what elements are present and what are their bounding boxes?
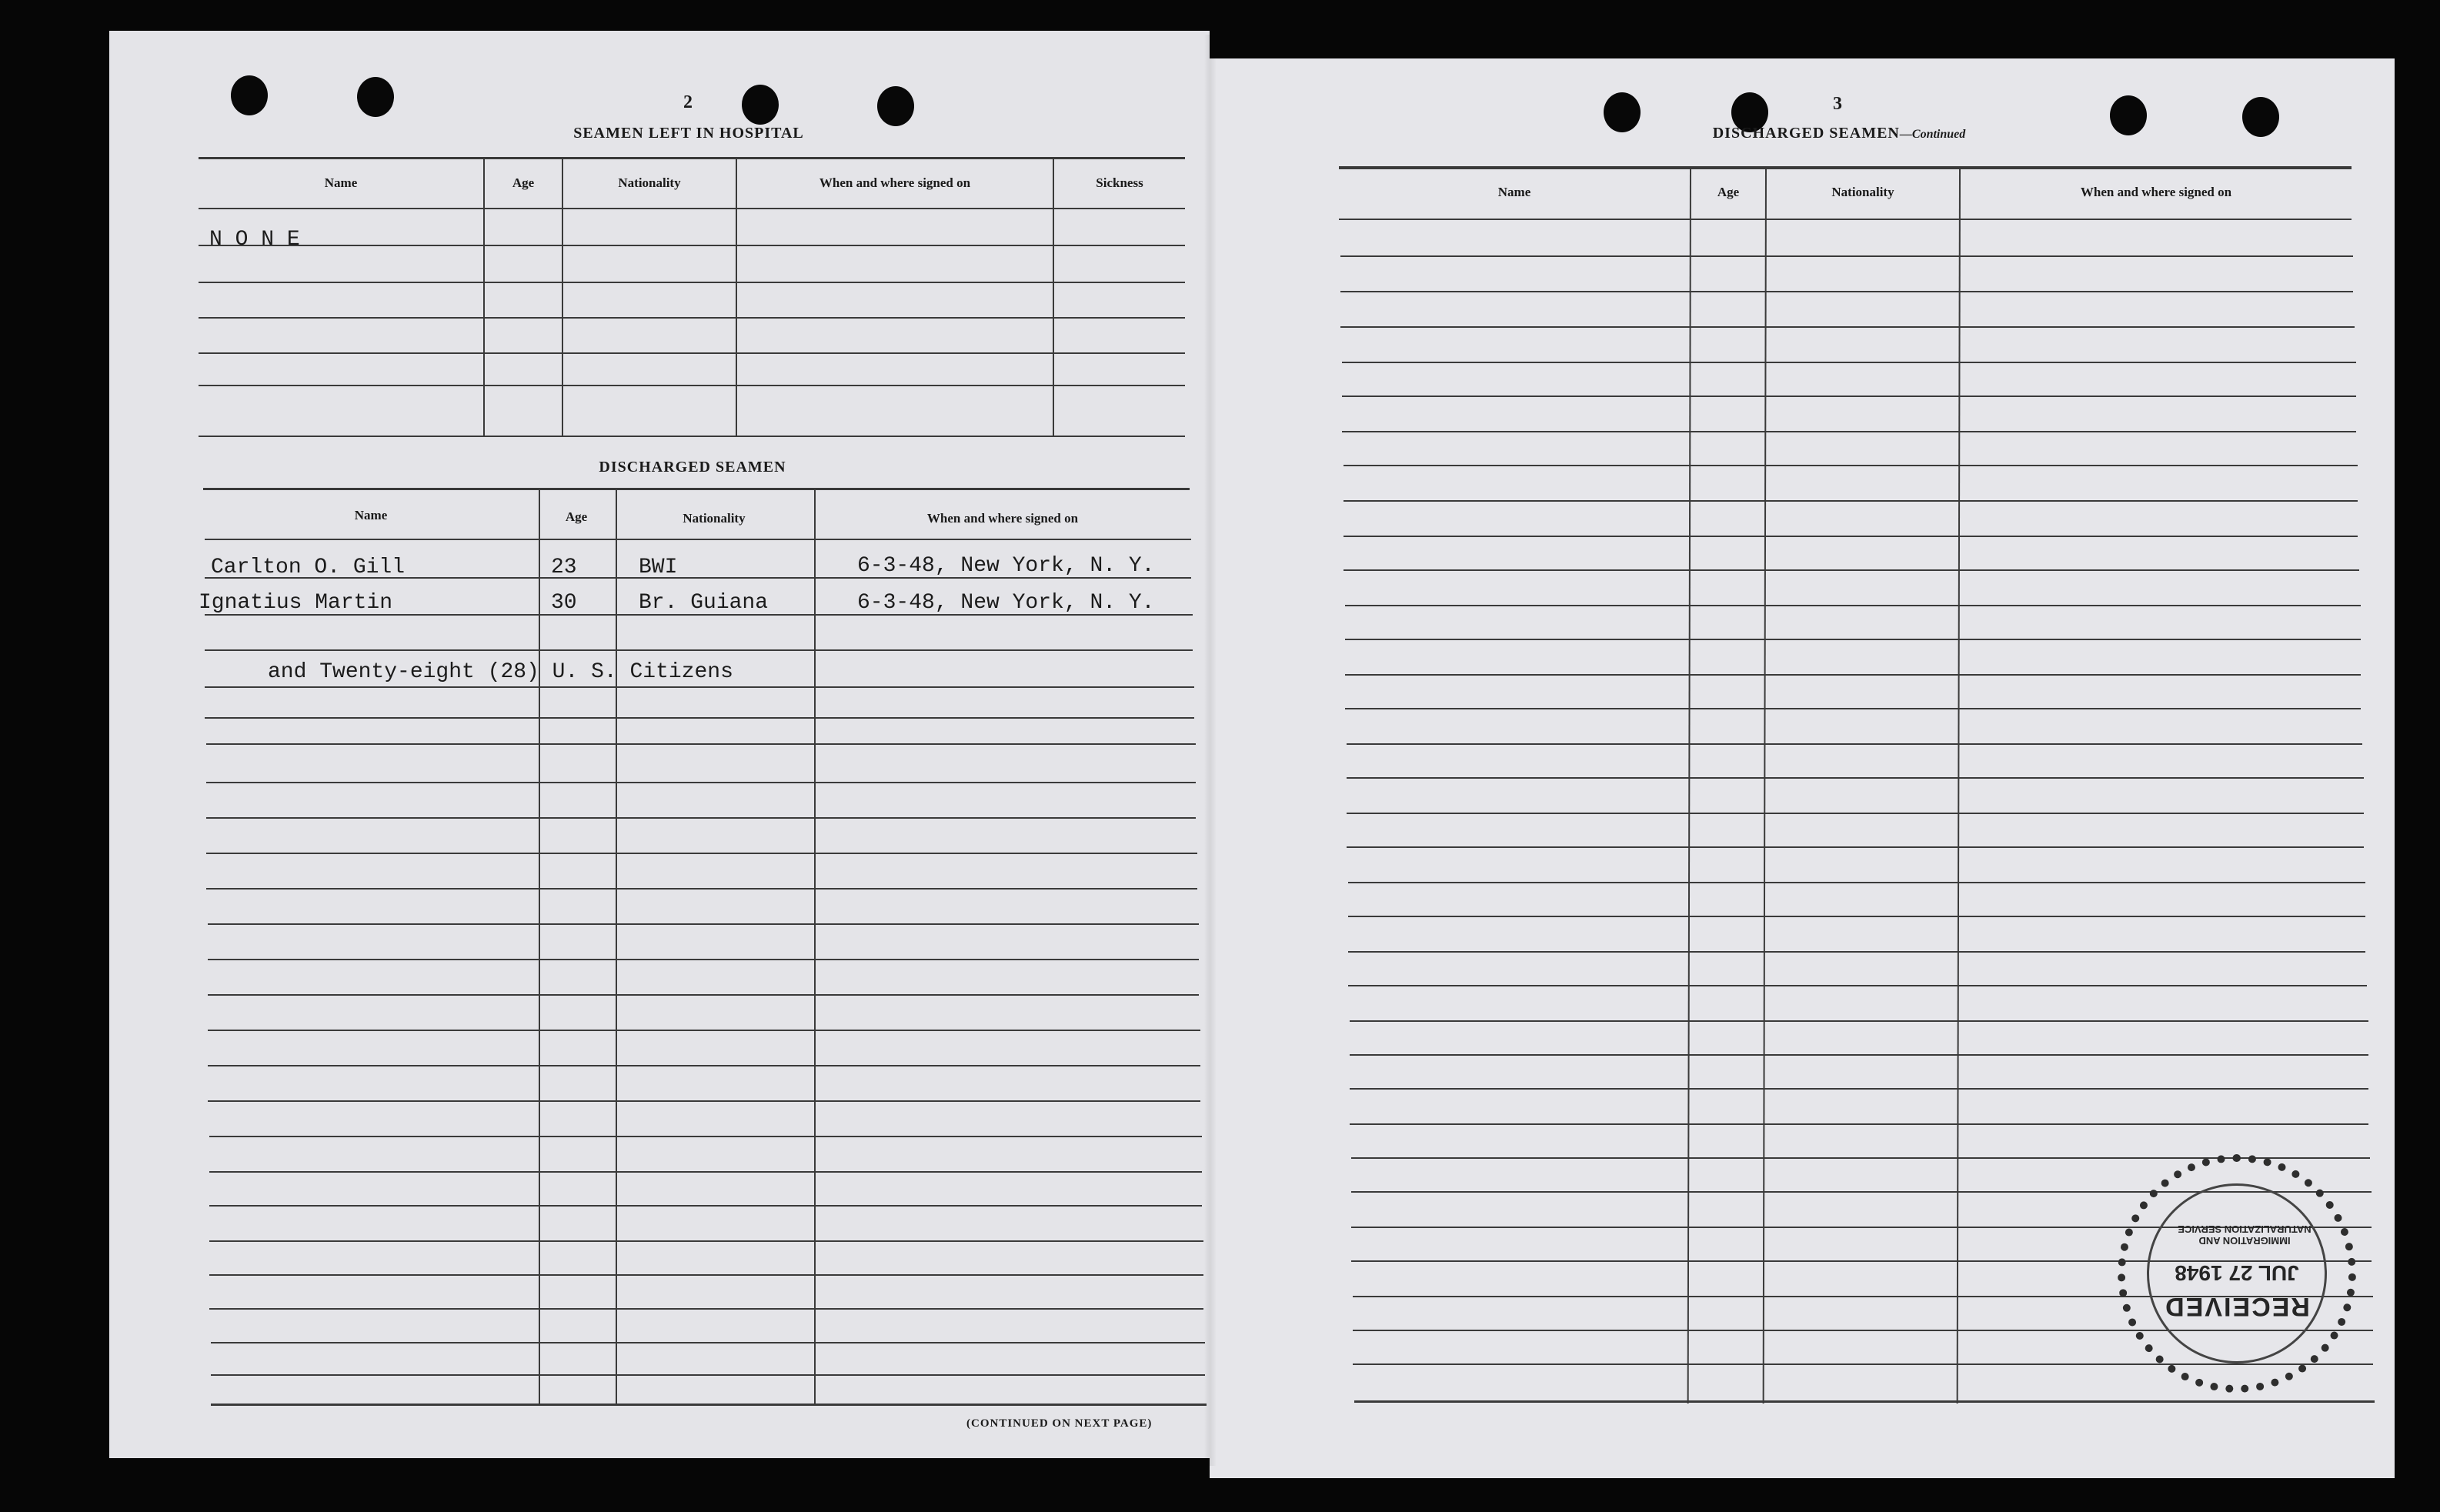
discharged-row-rule bbox=[205, 717, 1194, 719]
right-row-rule bbox=[1348, 916, 2365, 917]
hospital-section-title: SEAMEN LEFT IN HOSPITAL bbox=[573, 125, 804, 142]
discharged-row-rule bbox=[208, 1065, 1200, 1066]
punch-hole bbox=[742, 85, 779, 125]
hospital-col-divider bbox=[483, 159, 485, 437]
discharged-row-rule bbox=[209, 1136, 1202, 1137]
discharged-row-rule bbox=[206, 853, 1197, 854]
punch-hole bbox=[357, 77, 394, 117]
right-row-rule bbox=[1344, 500, 2358, 502]
seaman-age: 30 bbox=[551, 591, 577, 615]
stamp-agency: IMMIGRATION AND NATURALIZATION SERVICE bbox=[2178, 1223, 2311, 1247]
right-row-rule bbox=[1340, 291, 2353, 292]
discharged-col-divider bbox=[814, 489, 816, 1405]
discharged-row-rule bbox=[208, 959, 1199, 960]
right-row-rule bbox=[1350, 1020, 2368, 1022]
right-col-signed-on: When and where signed on bbox=[2080, 185, 2232, 199]
hospital-col-sickness: Sickness bbox=[1096, 175, 1143, 190]
discharged-row-rule bbox=[211, 1342, 1205, 1343]
hospital-row-rule bbox=[199, 352, 1185, 354]
hospital-entry-none: N O N E bbox=[209, 228, 300, 252]
hospital-col-name: Name bbox=[324, 175, 358, 190]
right-bottom-rule bbox=[1354, 1400, 2375, 1403]
hospital-bottom-rule bbox=[199, 436, 1185, 437]
right-row-rule bbox=[1350, 1088, 2368, 1090]
hospital-col-divider bbox=[736, 159, 737, 437]
right-row-rule bbox=[1348, 985, 2367, 986]
seaman-signed-on: 6-3-48, New York, N. Y. bbox=[857, 591, 1155, 615]
hospital-col-divider bbox=[1053, 159, 1054, 437]
discharged-row-rule bbox=[208, 1100, 1200, 1102]
right-row-rule bbox=[1347, 777, 2364, 779]
right-row-rule bbox=[1345, 605, 2361, 606]
seaman-name: Ignatius Martin bbox=[199, 591, 393, 615]
right-row-rule bbox=[1345, 708, 2361, 709]
hospital-row-rule bbox=[199, 282, 1185, 283]
discharged-col-age: Age bbox=[565, 509, 588, 524]
discharged-row-rule bbox=[205, 649, 1193, 651]
seaman-nationality: BWI bbox=[639, 556, 678, 579]
discharged-col-divider bbox=[539, 489, 540, 1405]
right-row-rule bbox=[1345, 639, 2361, 640]
page-number: 2 bbox=[683, 92, 693, 112]
discharged-row-rule bbox=[211, 1374, 1205, 1376]
punch-hole bbox=[231, 75, 268, 115]
right-row-rule bbox=[1344, 536, 2358, 537]
seaman-name: Carlton O. Gill bbox=[211, 556, 406, 579]
hospital-col-divider bbox=[562, 159, 563, 437]
hospital-row-rule bbox=[199, 385, 1185, 386]
right-row-rule bbox=[1347, 813, 2364, 814]
right-row-rule bbox=[1347, 743, 2362, 745]
discharged-col-nationality: Nationality bbox=[683, 511, 746, 526]
stamp-received: RECEIVED bbox=[2164, 1292, 2310, 1321]
discharged-bottom-rule bbox=[211, 1404, 1207, 1406]
hospital-col-signed-on: When and where signed on bbox=[819, 175, 971, 190]
discharged-row-rule bbox=[206, 888, 1197, 890]
continued-footer: (CONTINUED ON NEXT PAGE) bbox=[966, 1417, 1153, 1430]
right-section-title bbox=[1654, 125, 2024, 142]
right-row-rule bbox=[1344, 465, 2358, 466]
discharged-row-rule bbox=[208, 1030, 1200, 1031]
right-section-title-suffix: —Continued bbox=[1899, 128, 1966, 141]
discharged-col-signed-on: When and where signed on bbox=[926, 511, 1079, 526]
discharged-row-rule bbox=[208, 923, 1199, 925]
hospital-col-nationality: Nationality bbox=[618, 175, 681, 190]
hospital-row-rule bbox=[199, 245, 1185, 246]
citizens-note: and Twenty-eight (28) U. S. Citizens bbox=[268, 660, 733, 684]
seaman-age: 23 bbox=[551, 556, 577, 579]
seaman-nationality: Br. Guiana bbox=[639, 591, 769, 615]
hospital-row-rule bbox=[199, 317, 1185, 319]
hospital-top-rule bbox=[199, 157, 1185, 159]
discharged-row-rule bbox=[205, 686, 1194, 688]
right-row-rule bbox=[1350, 1123, 2368, 1125]
discharged-row-rule bbox=[206, 743, 1196, 745]
punch-hole bbox=[2242, 97, 2279, 137]
page-number: 3 bbox=[1833, 94, 1842, 114]
right-section-title-main: DISCHARGED SEAMEN bbox=[1712, 125, 1900, 142]
discharged-row-rule bbox=[206, 782, 1196, 783]
right-row-rule bbox=[1342, 362, 2356, 363]
discharged-row-rule bbox=[206, 817, 1196, 819]
right-row-rule bbox=[1344, 569, 2359, 571]
discharged-row-rule bbox=[209, 1274, 1203, 1276]
stamp-date: JUL 27 1948 bbox=[2175, 1261, 2299, 1285]
right-row-rule bbox=[1348, 882, 2365, 883]
discharged-top-rule bbox=[203, 488, 1190, 490]
discharged-row-rule bbox=[209, 1205, 1202, 1207]
right-col-nationality: Nationality bbox=[1831, 185, 1894, 199]
right-top-rule bbox=[1339, 166, 2352, 169]
right-row-rule bbox=[1342, 396, 2356, 397]
right-col-name: Name bbox=[1497, 185, 1531, 199]
right-row-rule bbox=[1340, 255, 2353, 257]
discharged-row-rule bbox=[209, 1308, 1203, 1310]
discharged-row-rule bbox=[209, 1171, 1202, 1173]
hospital-col-age: Age bbox=[512, 175, 535, 190]
discharged-row-rule bbox=[209, 1240, 1203, 1242]
punch-hole bbox=[877, 86, 914, 126]
discharged-section-title: DISCHARGED SEAMEN bbox=[599, 459, 786, 476]
right-row-rule bbox=[1347, 846, 2364, 848]
right-row-rule bbox=[1340, 326, 2355, 328]
received-stamp bbox=[2118, 1154, 2356, 1393]
right-row-rule bbox=[1342, 431, 2356, 432]
punch-hole bbox=[2110, 95, 2147, 135]
discharged-col-name: Name bbox=[354, 508, 388, 522]
right-row-rule bbox=[1348, 951, 2365, 953]
discharged-row-rule bbox=[208, 994, 1199, 996]
punch-hole bbox=[1604, 92, 1641, 132]
discharged-header-rule bbox=[205, 539, 1191, 540]
right-row-rule bbox=[1350, 1054, 2368, 1056]
seaman-signed-on: 6-3-48, New York, N. Y. bbox=[857, 554, 1155, 578]
page-fold bbox=[1204, 35, 1217, 1466]
right-header-rule bbox=[1339, 219, 2352, 220]
right-row-rule bbox=[1345, 674, 2361, 676]
hospital-header-rule bbox=[199, 208, 1185, 209]
discharged-col-divider bbox=[616, 489, 617, 1405]
right-col-age: Age bbox=[1717, 185, 1740, 199]
